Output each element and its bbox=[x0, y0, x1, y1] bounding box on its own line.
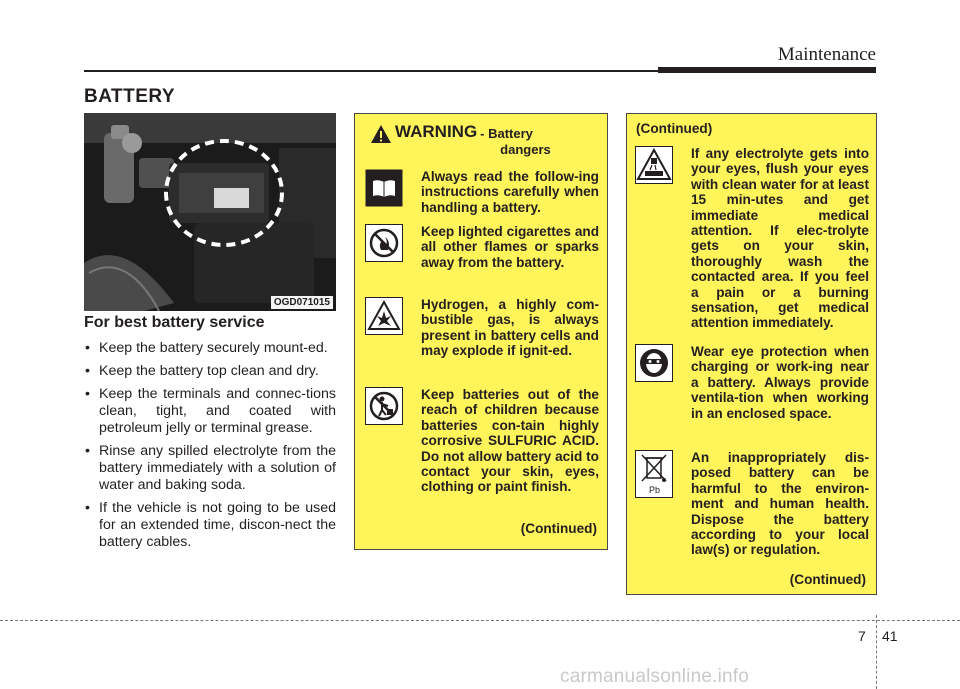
footer-divider bbox=[876, 615, 877, 689]
warning-box-continued bbox=[626, 113, 877, 595]
list-item: • Keep the battery securely mount-ed. bbox=[84, 340, 336, 357]
warning-item: Pb An inappropriately dis-posed battery can be harmful to the environ-ment and human health. Dispose the battery according to your local law(s) or regulation. bbox=[635, 450, 869, 558]
header-title: Maintenance bbox=[777, 44, 876, 65]
list-item: • Rinse any spilled electrolyte from the battery immediately with a solution of water and baking soda. bbox=[84, 443, 336, 494]
no-flames-icon bbox=[365, 224, 403, 262]
list-item: • If the vehicle is not going to be used for an extended time, discon-nect the battery cables. bbox=[84, 500, 336, 551]
service-heading: For best battery service bbox=[84, 314, 265, 331]
keep-children-away-icon bbox=[365, 387, 403, 425]
warning-item: If any electrolyte gets into your eyes, flush your eyes with clean water for at least 15 min-utes and get immediate medical attention. If elec-trolyte gets on your skin, thoroughly wash the contacted area. If you feel a pain or a burning sensation, get medical attention immediately. bbox=[635, 146, 869, 331]
warning-item: Keep lighted cigarettes and all other flames or sparks away from the battery. bbox=[365, 224, 599, 270]
warning-item: Wear eye protection when charging or work-ing near a battery. Always provide ventila-tion when working in an enclosed space. bbox=[635, 344, 869, 421]
continued-note: (Continued) bbox=[789, 572, 866, 587]
read-manual-icon bbox=[365, 169, 403, 207]
disposal-pb-icon bbox=[635, 450, 673, 498]
chapter-number: 7 bbox=[858, 628, 866, 644]
list-item: • Keep the battery top clean and dry. bbox=[84, 363, 336, 380]
eye-protection-icon bbox=[635, 344, 673, 382]
svg-text:Pb: Pb bbox=[649, 485, 661, 495]
warning-header bbox=[370, 122, 552, 158]
footer-rule bbox=[0, 620, 960, 621]
header-rule bbox=[84, 70, 876, 72]
warning-item: Hydrogen, a highly com-bustible gas, is always present in battery cells and may explode if ignit-ed. bbox=[365, 297, 599, 359]
warning-box-battery-dangers bbox=[354, 113, 608, 550]
explosion-icon bbox=[365, 297, 403, 335]
continued-top-note: (Continued) bbox=[636, 121, 713, 136]
service-section bbox=[84, 314, 336, 557]
warning-subtitle: - Battery dangers bbox=[480, 126, 551, 157]
photo-caption: OGD071015 bbox=[271, 296, 333, 309]
engine-bay-illustration bbox=[84, 113, 336, 311]
warning-item: Always read the follow-ing instructions carefully when handling a battery. bbox=[365, 169, 599, 215]
service-list bbox=[84, 340, 336, 551]
list-item: • Keep the terminals and connec-tions clean, tight, and coated with petroleum jelly or terminal grease. bbox=[84, 386, 336, 437]
warning-triangle-icon bbox=[370, 124, 392, 144]
warning-item: Keep batteries out of the reach of children because batteries con-tain highly corrosive SULFURIC ACID. Do not allow battery acid to contact your skin, eyes, clothing or paint finish. bbox=[365, 387, 599, 495]
page-number: 41 bbox=[882, 628, 898, 644]
eye-flush-icon bbox=[635, 146, 673, 184]
battery-photo bbox=[84, 113, 336, 311]
continued-note: (Continued) bbox=[520, 521, 597, 536]
watermark: carmanualsonline.info bbox=[560, 666, 750, 687]
section-title: BATTERY bbox=[84, 86, 176, 107]
warning-label: WARNING bbox=[395, 122, 478, 141]
